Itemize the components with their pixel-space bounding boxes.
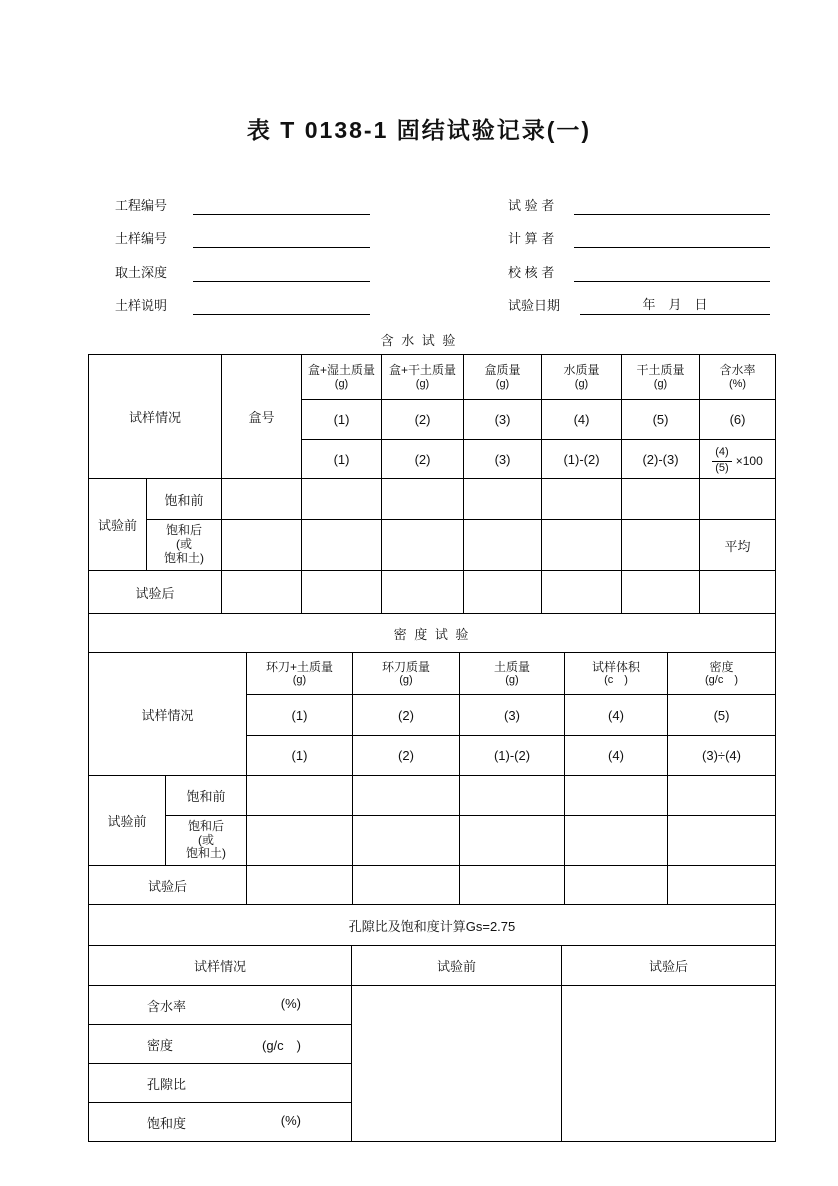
date-fill-line: 年 月 日 [580, 297, 770, 315]
code-cell: (4) [542, 400, 622, 440]
fraction [712, 446, 762, 476]
fraction-numerator: (4) [712, 446, 731, 462]
col-header-cell [382, 355, 464, 400]
data-cell [464, 571, 542, 614]
calc-row-label: 含水率 [147, 998, 187, 1014]
formula-cell: (2)-(3) [622, 440, 700, 479]
row-label-before-test: 试验前 [89, 479, 147, 571]
col-header-cell [668, 653, 776, 695]
formula-cell: (1)-(2) [460, 736, 565, 776]
data-cell [668, 776, 776, 816]
calc-col-header-sample: 试样情况 [89, 946, 352, 986]
calc-row-label: 密度 [147, 1037, 174, 1053]
density-test-table [88, 613, 776, 905]
calc-row-density [89, 1025, 352, 1064]
header-fields-right [508, 181, 770, 315]
col-unit: (c ) [604, 674, 628, 687]
data-cell [464, 520, 542, 571]
data-cell [302, 520, 382, 571]
data-cell [382, 571, 464, 614]
data-cell [565, 866, 668, 905]
data-cell [302, 479, 382, 520]
void-ratio-calc-table [88, 904, 776, 1142]
field-test-date [508, 282, 770, 316]
data-cell [700, 479, 776, 520]
corner-cell: 试样情况 [89, 653, 247, 776]
calc-row-saturation [89, 1103, 352, 1142]
data-cell [542, 520, 622, 571]
col-header-cell [622, 355, 700, 400]
col-unit: (g) [505, 674, 519, 687]
col-header-cell [460, 653, 565, 695]
data-cell [302, 571, 382, 614]
col-name: 盒质量 [484, 363, 521, 378]
col-unit: (g) [399, 674, 413, 687]
col-unit: (g) [574, 377, 589, 390]
field-label: 取土深度 [115, 264, 168, 280]
field-sample-description [115, 282, 370, 316]
code-cell: (2) [382, 400, 464, 440]
col-unit: (g) [495, 377, 510, 390]
fill-line [193, 264, 370, 282]
col-name: 水质量 [563, 363, 600, 378]
col-name: 干土质量 [636, 363, 685, 378]
col-unit: (g) [292, 674, 307, 687]
col-name: 环刀质量 [381, 659, 430, 674]
col-unit: (g) [415, 377, 430, 390]
col-header-cell [353, 653, 460, 695]
density-test-section-title: 密 度 试 验 [89, 614, 776, 653]
code-cell: (5) [668, 695, 776, 736]
field-label: 校 核 者 [508, 264, 555, 280]
data-cell [247, 816, 353, 866]
calc-row-void-ratio [89, 1064, 352, 1103]
calc-row-unit: (g/c ) [261, 1037, 301, 1053]
data-cell [247, 776, 353, 816]
data-cell [460, 776, 565, 816]
fill-line [193, 197, 370, 215]
data-cell [247, 866, 353, 905]
corner-cell: 试样情况 [89, 355, 222, 479]
row-label-after-test: 试验后 [89, 866, 247, 905]
col-name: 土质量 [493, 659, 530, 674]
field-label: 试验日期 [508, 298, 561, 313]
row-label-after-test: 试验后 [89, 571, 222, 614]
data-cell [700, 571, 776, 614]
data-cell [353, 776, 460, 816]
code-cell: (6) [700, 400, 776, 440]
header-fields [0, 145, 838, 315]
page-title: 表 T 0138-1 固结试验记录(一) [246, 117, 592, 143]
col-name: 含水率 [719, 363, 756, 378]
col-unit: (g) [653, 377, 668, 390]
code-cell: (1) [302, 400, 382, 440]
col-header-cell [700, 355, 776, 400]
data-cell [622, 571, 700, 614]
field-label: 工程编号 [115, 197, 168, 213]
code-cell: (5) [622, 400, 700, 440]
formula-cell: (2) [353, 736, 460, 776]
row-label-post-saturation: 饱和后 (或 饱和土) [147, 520, 222, 571]
code-cell: (3) [460, 695, 565, 736]
col-name: 盒+干土质量 [389, 363, 457, 378]
data-cell [460, 866, 565, 905]
calc-col-header-before: 试验前 [352, 946, 562, 986]
fill-line [193, 297, 370, 315]
calc-col-header-after: 试验后 [562, 946, 776, 986]
data-cell [382, 520, 464, 571]
field-label: 试 验 者 [508, 197, 555, 213]
fill-line [574, 230, 770, 248]
box-no-header-cell: 盒号 [222, 355, 302, 479]
data-cell [460, 816, 565, 866]
data-cell [622, 479, 700, 520]
row-label-pre-saturation: 饱和前 [147, 479, 222, 520]
calc-row-label: 饱和度 [147, 1115, 187, 1131]
fill-line [574, 264, 770, 282]
field-label: 土样说明 [115, 298, 168, 313]
field-label: 计 算 者 [508, 231, 555, 246]
calc-row-label: 孔隙比 [147, 1076, 187, 1092]
field-calculator [508, 215, 770, 249]
average-label-cell: 平均 [700, 520, 776, 571]
col-unit: (g) [334, 377, 349, 390]
col-name: 试样体积 [591, 659, 640, 674]
data-cell [565, 816, 668, 866]
data-cell [353, 816, 460, 866]
col-name: 盒+湿土质量 [308, 363, 376, 378]
fraction-multiplier: ×100 [735, 453, 763, 468]
data-cell [464, 479, 542, 520]
calc-before-cell [352, 986, 562, 1142]
formula-cell: (3) [464, 440, 542, 479]
data-cell [542, 571, 622, 614]
fill-line [193, 230, 370, 248]
data-cell [222, 520, 302, 571]
code-cell: (1) [247, 695, 353, 736]
water-test-table [88, 354, 776, 614]
code-cell: (4) [565, 695, 668, 736]
data-cell [353, 866, 460, 905]
calc-row-unit: (%) [280, 995, 301, 1011]
formula-cell: (1) [247, 736, 353, 776]
col-name: 密度 [709, 659, 734, 674]
data-cell [668, 866, 776, 905]
col-name: 环刀+土质量 [265, 659, 333, 674]
data-cell [222, 479, 302, 520]
data-cell [622, 520, 700, 571]
calc-row-unit: (%) [280, 1112, 301, 1128]
calc-after-cell [562, 986, 776, 1142]
col-header-cell [247, 653, 353, 695]
col-header-cell [464, 355, 542, 400]
data-cell [565, 776, 668, 816]
col-header-cell [542, 355, 622, 400]
calc-row-moisture [89, 986, 352, 1025]
col-unit: (%) [728, 377, 747, 390]
col-header-cell [565, 653, 668, 695]
field-label: 土样编号 [115, 231, 168, 246]
formula-cell: (3)÷(4) [668, 736, 776, 776]
col-unit: (g/c ) [705, 674, 739, 687]
formula-cell: (2) [382, 440, 464, 479]
formula-cell: (1) [302, 440, 382, 479]
row-label-before-test: 试验前 [89, 776, 166, 866]
fraction-denominator: (5) [715, 461, 729, 474]
water-test-section-title: 含 水 试 验 [380, 333, 458, 348]
field-sample-no [115, 215, 370, 249]
data-cell [222, 571, 302, 614]
formula-cell: (4) [565, 736, 668, 776]
row-label-pre-saturation: 饱和前 [166, 776, 247, 816]
moisture-formula-cell [700, 440, 776, 479]
calc-section-title: 孔隙比及饱和度计算Gs=2.75 [89, 905, 776, 946]
data-cell [382, 479, 464, 520]
fill-line [574, 197, 770, 215]
field-project-no [115, 181, 370, 215]
data-cell [668, 816, 776, 866]
field-checker [508, 248, 770, 282]
header-fields-left [115, 181, 370, 315]
row-label-post-saturation: 饱和后 (或 饱和土) [166, 816, 247, 866]
col-header-cell [302, 355, 382, 400]
field-tester [508, 181, 770, 215]
data-cell [542, 479, 622, 520]
formula-cell: (1)-(2) [542, 440, 622, 479]
code-cell: (3) [464, 400, 542, 440]
code-cell: (2) [353, 695, 460, 736]
field-sampling-depth [115, 248, 370, 282]
